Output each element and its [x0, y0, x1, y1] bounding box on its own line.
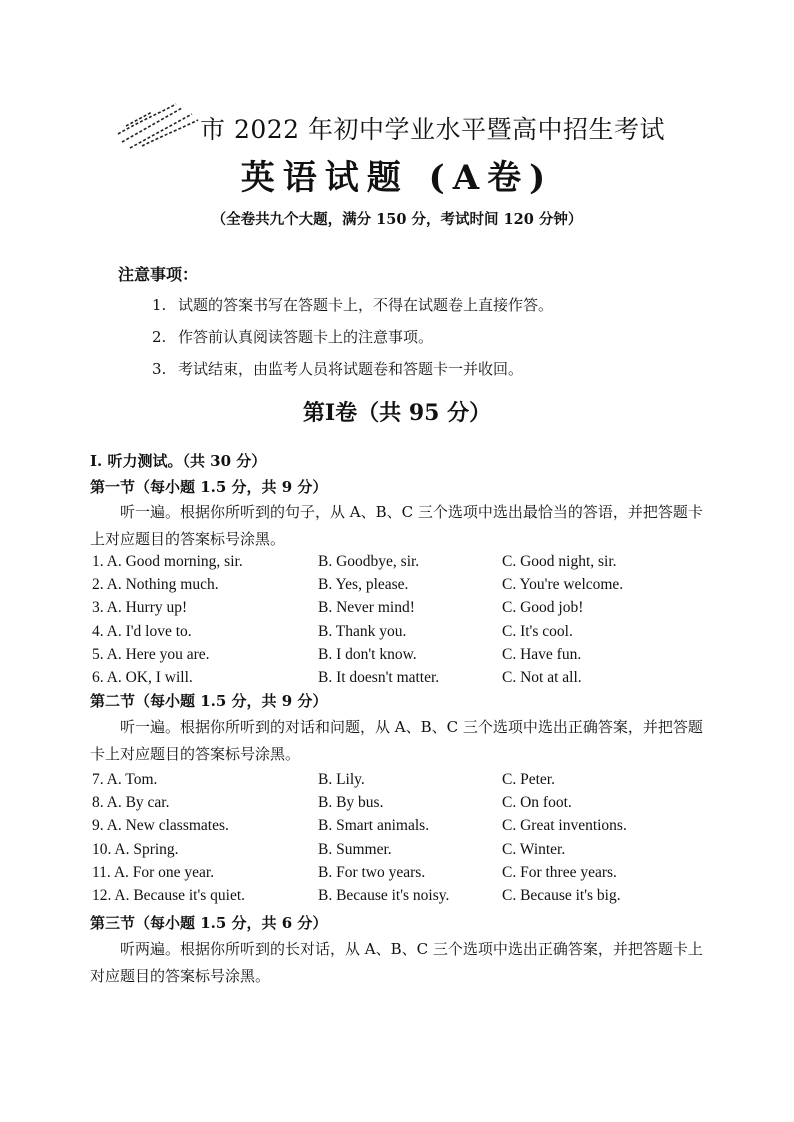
section1-instruction: 听一遍。根据你所听到的句子，从 A、B、C 三个选项中选出最恰当的答语，并把答题卡上对应题目的答案标号涂黑。: [90, 503, 703, 548]
notice-item-text: 作答前认真阅读答题卡上的注意事项。: [178, 328, 434, 346]
section3-heading: 第三节（每小题 1.5 分，共 6 分）: [90, 914, 328, 932]
option-a: 2. A. Nothing much.: [92, 576, 219, 594]
option-a: 5. A. Here you are.: [92, 645, 210, 663]
section2-instruction: 听一遍。根据你所听到的对话和问题，从 A、B、C 三个选项中选出正确答案，并把答题卡上对应题目的答案标号涂黑。: [90, 718, 703, 763]
section2-heading: 第二节（每小题 1.5 分，共 9 分）: [90, 692, 328, 710]
option-a: 9. A. New classmates.: [92, 817, 229, 835]
option-c: C. On foot.: [502, 794, 572, 812]
question-row: [92, 576, 732, 599]
notice-list: [152, 294, 752, 390]
option-a: 4. A. I'd love to.: [92, 622, 192, 640]
option-b: B. Summer.: [318, 840, 392, 858]
option-a: 6. A. OK, I will.: [92, 668, 193, 686]
option-b: B. Lily.: [318, 771, 365, 788]
option-a: 3. A. Hurry up!: [92, 599, 188, 617]
question-row: [92, 623, 732, 646]
section1-items: [92, 553, 732, 692]
notice-item-number: 2.: [152, 328, 167, 346]
notice-item-number: 3.: [152, 360, 167, 378]
question-row: [92, 599, 732, 622]
option-b: B. By bus.: [318, 794, 384, 812]
question-row: [92, 841, 732, 864]
notice-item: [152, 358, 752, 390]
part-title: 第Ⅰ卷（共 95 分）: [302, 400, 492, 426]
listening-heading: I. 听力测试。（共 30 分）: [90, 452, 267, 470]
option-b: B. Yes, please.: [318, 576, 409, 594]
notice-item-number: 1.: [152, 296, 167, 314]
exam-title: 英语试题 (A卷): [240, 158, 554, 198]
option-b: B. Goodbye, sir.: [318, 553, 420, 570]
option-a: 7. A. Tom.: [92, 771, 158, 788]
exam-header-line: 市 2022 年初中学业水平暨高中招生考试: [200, 115, 666, 144]
option-b: B. Never mind!: [318, 599, 415, 617]
option-b: B. For two years.: [318, 863, 426, 881]
option-c: C. Peter.: [502, 771, 555, 788]
notice-title: 注意事项：: [118, 265, 199, 284]
option-c: C. Winter.: [502, 840, 566, 858]
option-c: C. Good job!: [502, 599, 584, 617]
option-c: C. It's cool.: [502, 622, 573, 640]
option-c: C. Have fun.: [502, 645, 582, 663]
question-row: [92, 771, 732, 794]
option-c: C. You're welcome.: [502, 576, 624, 594]
option-b: B. Thank you.: [318, 622, 407, 640]
exam-subtitle: （全卷共九个大题，满分 150 分，考试时间 120 分钟）: [211, 211, 583, 228]
option-b: B. I don't know.: [318, 645, 417, 663]
option-a: 1. A. Good morning, sir.: [92, 553, 243, 570]
option-c: C. Not at all.: [502, 668, 582, 686]
question-row: [92, 887, 732, 910]
option-c: C. For three years.: [502, 863, 617, 881]
option-a: 11. A. For one year.: [92, 863, 215, 881]
option-a: 8. A. By car.: [92, 794, 170, 812]
question-row: [92, 553, 732, 576]
option-b: B. Smart animals.: [318, 817, 430, 835]
notice-item-text: 考试结束，由监考人员将试题卷和答题卡一并收回。: [178, 360, 524, 378]
option-b: B. It doesn't matter.: [318, 668, 440, 686]
seal-stamp: [112, 98, 202, 154]
section3-instruction: 听两遍。根据你所听到的长对话，从 A、B、C 三个选项中选出正确答案，并把答题卡上对应题目的答案标号涂黑。: [90, 940, 703, 985]
question-row: [92, 646, 732, 669]
question-row: [92, 864, 732, 887]
question-row: [92, 669, 732, 692]
section1-heading: 第一节（每小题 1.5 分，共 9 分）: [90, 478, 328, 496]
option-a: 12. A. Because it's quiet.: [92, 886, 246, 904]
option-c: C. Because it's big.: [502, 886, 621, 904]
option-c: C. Good night, sir.: [502, 553, 617, 570]
notice-item: [152, 294, 752, 326]
option-c: C. Great inventions.: [502, 817, 627, 835]
option-a: 10. A. Spring.: [92, 840, 179, 858]
notice-item: [152, 326, 752, 358]
section2-items: [92, 771, 732, 910]
question-row: [92, 817, 732, 840]
question-row: [92, 794, 732, 817]
notice-item-text: 试题的答案书写在答题卡上，不得在试题卷上直接作答。: [178, 296, 554, 314]
option-b: B. Because it's noisy.: [318, 886, 450, 904]
